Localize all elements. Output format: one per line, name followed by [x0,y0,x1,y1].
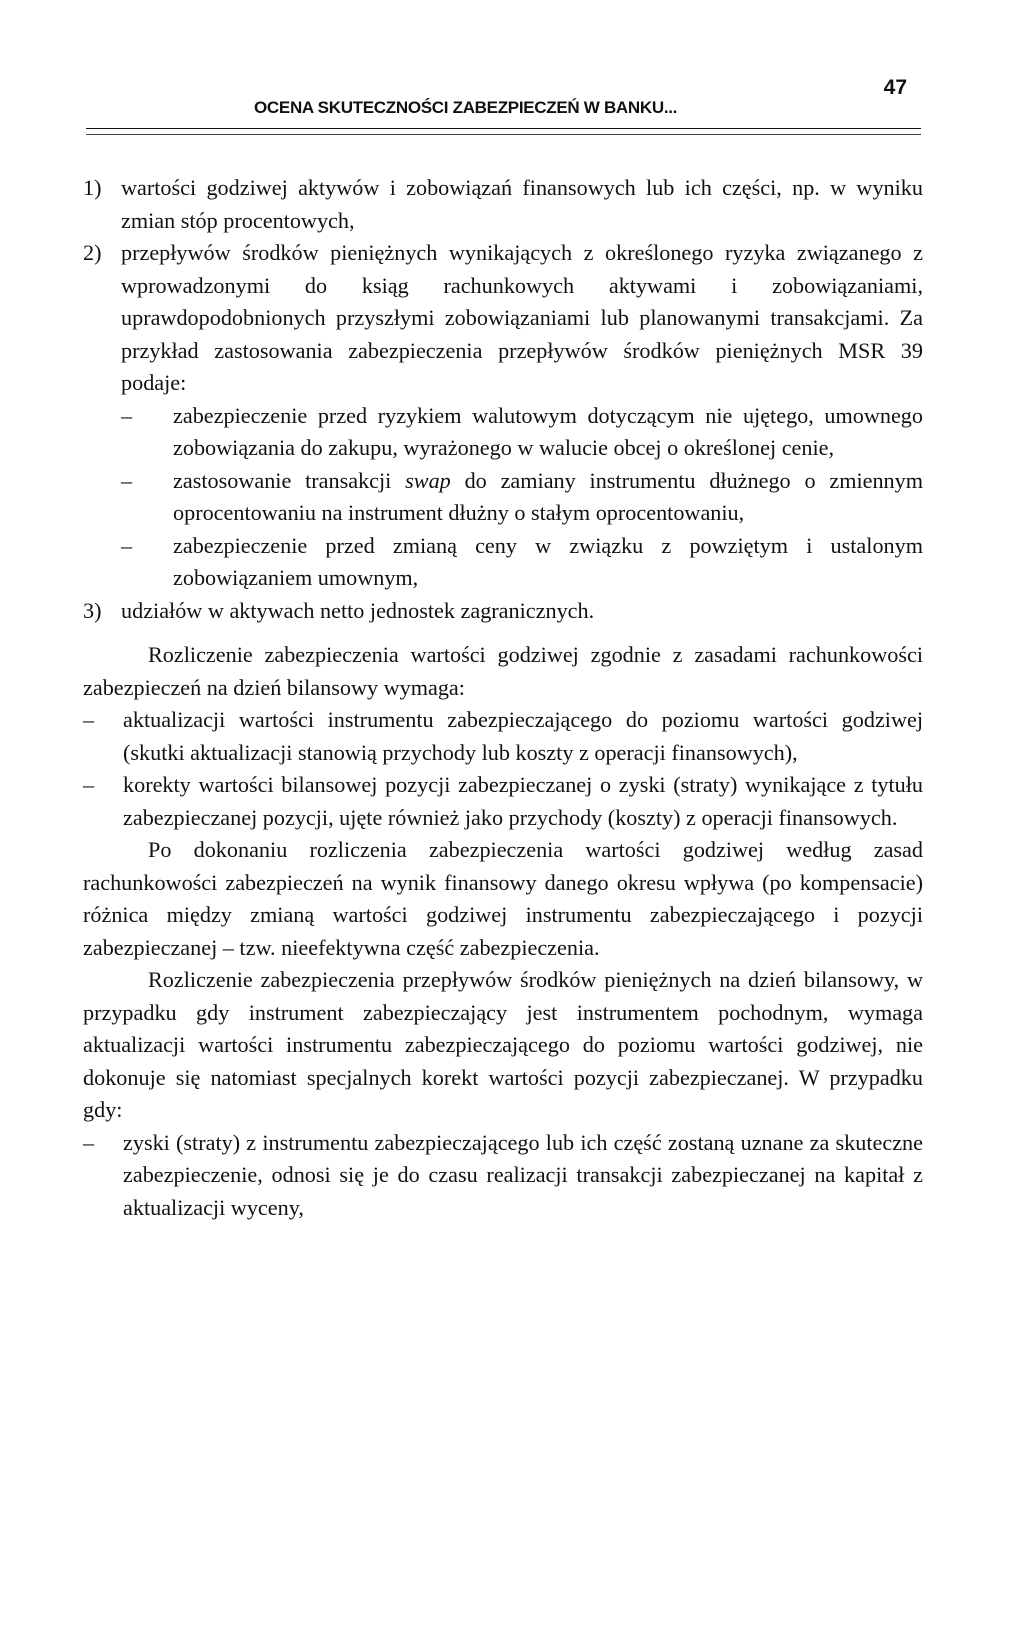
list-item-text: udziałów w aktywach netto jednostek zagranicznych. [121,597,595,623]
dash-marker: – [121,467,133,493]
list-item-text: przepływów środków pieniężnych wynikających z określonego ryzyka związanego z wprowadzonymi do ksiąg rachunkowych aktywami i zobowiązaniami, uprawdopodobnionych przyszłymi zobowiązaniami lub planowanymi transakcjami. Za przykład zastosowania zabezpieczenia przepływów środków pieniężnych MSR 39 podaje: [121,240,923,395]
bullet-text: aktualizacji wartości instrumentu zabezpieczającego do poziomu wartości godziwej (skutki aktualizacji stanowią przychody lub koszty z operacji finansowych), [123,707,923,765]
sub-bullet-3 [121,530,923,595]
sub-bullet-text: zabezpieczenie przed zmianą ceny w związku z powziętym i ustalonym zobowiązaniem umownym, [173,532,923,590]
sub-bullet-text: zabezpieczenie przed ryzykiem walutowym dotyczącym nie ujętego, umownego zobowiązania do zakupu, wyrażonego w walucie obcej o określonej cenie, [173,402,923,460]
bullet-item [83,1127,923,1225]
emphasis-term: swap [405,467,451,493]
list-item-text: wartości godziwej aktywów i zobowiązań finansowych lub ich części, np. w wyniku zmian stóp procentowych, [121,175,923,233]
page-header [86,72,921,134]
dash-marker: – [121,402,133,428]
list-item-number: 2) [83,240,102,265]
dash-marker: – [83,772,95,797]
dash-marker: – [83,1129,95,1155]
paragraph: Po dokonaniu rozliczenia zabezpieczenia wartości godziwej według zasad rachunkowości zabezpieczeń na wynik finansowy danego okresu wpływa (po kompensacie) różnica między zmianą wartości godziwej instrumentu zabezpieczającego i pozycji zabezpieczanej – tzw. nieefektywna część zabezpieczenia. [83,837,923,960]
bullet-text: korekty wartości bilansowej pozycji zabezpieczanej o zyski (straty) wynikające z tytułu zabezpieczanej pozycji, ujęte również jako przychody (koszty) z operacji finansowych. [123,772,923,830]
list-item-number: 3) [83,597,102,623]
dash-marker: – [83,707,95,732]
sub-bullet-text: zastosowanie transakcji swap do zamiany instrumentu dłużnego o zmiennym oprocentowaniu na instrument dłużny o stałym oprocentowaniu, [173,467,924,525]
sub-bullet-1 [121,400,923,465]
list-item-3 [83,595,923,628]
dash-marker: – [121,532,133,558]
sub-bullet-2 [121,465,923,530]
header-rule-secondary [86,134,921,135]
paragraph: Rozliczenie zabezpieczenia przepływów środków pieniężnych na dzień bilansowy, w przypadku gdy instrument zabezpieczający jest instrumentem pochodnym, wymaga aktualizacji wartości instrumentu zabezpieczającego do poziomu wartości godziwej, nie dokonuje się natomiast specjalnych korekt wartości pozycji zabezpieczanej. W przypadku gdy: [83,967,923,1122]
bullet-item [83,704,923,769]
list-item-2 [83,237,923,595]
bullet-text: zyski (straty) z instrumentu zabezpieczającego lub ich część zostaną uznane za skuteczne zabezpieczenie, odnosi się je do czasu realizacji transakcji zabezpieczanej na kapitał z aktualizacji wyceny, [123,1129,923,1220]
list-item-1 [83,172,923,237]
page-body [83,172,923,1224]
header-rule [86,128,921,129]
paragraph: Rozliczenie zabezpieczenia wartości godziwej zgodnie z zasadami rachunkowości zabezpieczeń na dzień bilansowy wymaga: [83,642,923,700]
page-number: 47 [883,76,907,99]
running-title: OCENA SKUTECZNOŚCI ZABEZPIECZEŃ W BANKU... [254,98,678,117]
bullet-item [83,769,923,834]
list-item-number: 1) [83,175,102,200]
